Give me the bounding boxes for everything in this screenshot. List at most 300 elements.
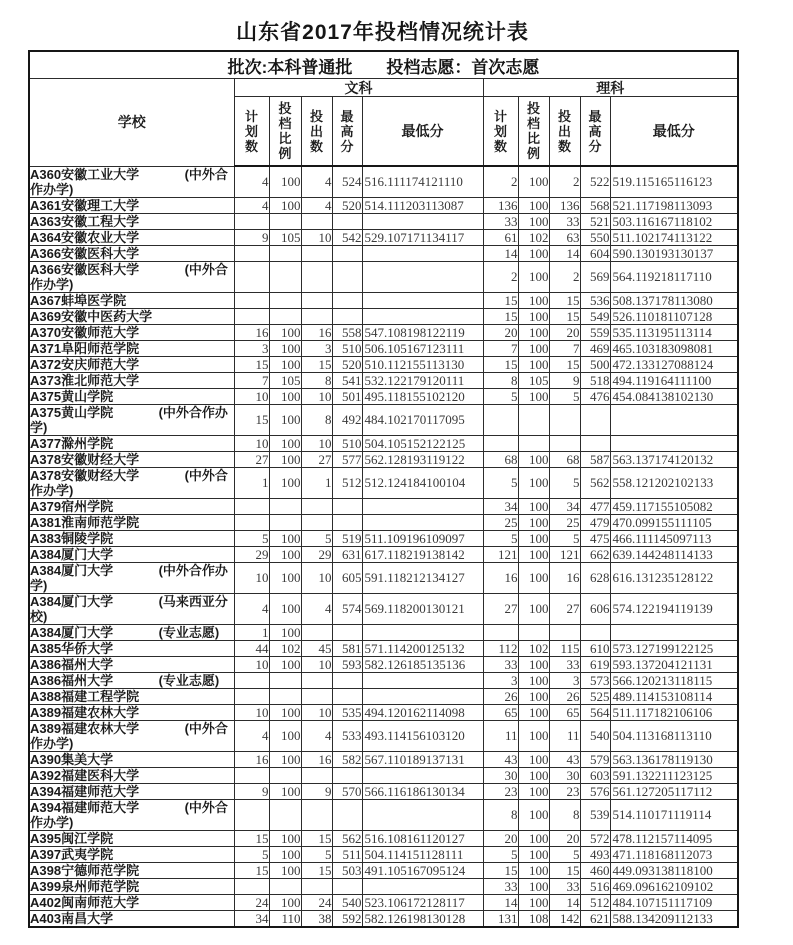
lk-sent-count-cell: 14 — [549, 245, 580, 261]
wk-max-score-cell: 511 — [332, 846, 362, 862]
wk-max-score-cell — [332, 624, 362, 640]
lk-sent-count-cell: 26 — [549, 688, 580, 704]
lk-plan-count-cell: 65 — [483, 704, 518, 720]
wk-plan-count-cell: 10 — [234, 562, 269, 593]
lk-max-score-cell: 569 — [580, 261, 610, 292]
wk-sent-count-cell: 10 — [301, 435, 332, 451]
lk-ratio-cell: 100 — [518, 751, 549, 767]
wk-plan-count-cell: 15 — [234, 356, 269, 372]
table-row — [29, 593, 738, 624]
wk-min-score-cell: 511.109196109097 — [362, 530, 483, 546]
lk-ratio-cell: 100 — [518, 799, 549, 830]
wk-min-score-cell — [362, 213, 483, 229]
school-name: A367蚌埠医学院 — [30, 292, 127, 308]
lk-ratio-header-cell — [518, 97, 549, 167]
lk-ratio-cell: 100 — [518, 672, 549, 688]
lk-plan-count-cell: 43 — [483, 751, 518, 767]
lk-max-score-cell: 579 — [580, 751, 610, 767]
lk-sent-count-cell: 7 — [549, 340, 580, 356]
wk-ratio-cell: 100 — [269, 340, 301, 356]
wk-max-score-cell: 574 — [332, 593, 362, 624]
wk-max-score-cell — [332, 292, 362, 308]
lk-sent-count-cell: 25 — [549, 514, 580, 530]
lk-max-score-cell: 512 — [580, 894, 610, 910]
wk-plan-count-cell — [234, 799, 269, 830]
school-name: A388福建工程学院 — [30, 688, 140, 704]
lk-max-score-cell: 493 — [580, 846, 610, 862]
wk-ratio-cell: 100 — [269, 656, 301, 672]
table-row — [29, 372, 738, 388]
wk-plan-count-cell: 4 — [234, 593, 269, 624]
school-cell — [29, 514, 234, 530]
table-row — [29, 435, 738, 451]
lk-max-score-cell: 475 — [580, 530, 610, 546]
table-row — [29, 624, 738, 640]
wk-min-score-cell: 494.120162114098 — [362, 704, 483, 720]
table-row — [29, 340, 738, 356]
lk-sent-count-cell: 68 — [549, 451, 580, 467]
wk-min-score-cell: 532.122179120111 — [362, 372, 483, 388]
school-note: (中外合作办学) — [30, 261, 228, 292]
lk-min-score-cell: 503.116167118102 — [610, 213, 738, 229]
lk-ratio-cell: 100 — [518, 656, 549, 672]
wk-ratio-cell — [269, 878, 301, 894]
wk-ratio-cell — [269, 245, 301, 261]
school-name: A375黄山学院 — [30, 404, 114, 420]
lk-plan-count-cell — [483, 435, 518, 451]
wk-sent-count-cell: 29 — [301, 546, 332, 562]
school-cell — [29, 624, 234, 640]
lk-ratio-cell: 102 — [518, 640, 549, 656]
school-cell — [29, 388, 234, 404]
lk-plan-count-cell: 15 — [483, 862, 518, 878]
lk-plan-count-cell: 33 — [483, 878, 518, 894]
wk-max-score-cell — [332, 878, 362, 894]
lk-max-score-cell: 518 — [580, 372, 610, 388]
wk-sent-count-cell — [301, 498, 332, 514]
admission-stats-table — [28, 50, 739, 928]
wk-plan-count-cell: 15 — [234, 862, 269, 878]
school-cell — [29, 213, 234, 229]
wk-ratio-cell — [269, 514, 301, 530]
lk-min-score-cell: 558.121202102133 — [610, 467, 738, 498]
wk-plan-header-cell — [234, 97, 269, 167]
lk-plan-count-cell: 16 — [483, 562, 518, 593]
lk-ratio-cell: 100 — [518, 451, 549, 467]
lk-ratio-cell: 100 — [518, 862, 549, 878]
wenke-group-header: 文科 — [234, 79, 483, 97]
school-name: A394福建师范大学 — [30, 783, 140, 799]
lk-sent-count-cell: 65 — [549, 704, 580, 720]
lk-max-score-cell: 628 — [580, 562, 610, 593]
wk-ratio-cell: 100 — [269, 467, 301, 498]
wk-max-score-cell — [332, 245, 362, 261]
lk-plan-count-cell: 8 — [483, 799, 518, 830]
lk-sent-count-cell: 142 — [549, 910, 580, 927]
wk-sent-count-cell: 5 — [301, 530, 332, 546]
lk-min-score-cell: 590.130193130137 — [610, 245, 738, 261]
wk-max-score-cell: 492 — [332, 404, 362, 435]
lk-max-score-cell: 606 — [580, 593, 610, 624]
school-name: A379宿州学院 — [30, 498, 114, 514]
lk-sent-count-cell: 30 — [549, 767, 580, 783]
wk-plan-count-cell: 15 — [234, 830, 269, 846]
school-name: A366安徽医科大学 — [30, 245, 140, 261]
wk-sent-count-cell — [301, 308, 332, 324]
lk-ratio-cell: 100 — [518, 783, 549, 799]
lk-sent-count-cell: 14 — [549, 894, 580, 910]
lk-plan-count-cell: 11 — [483, 720, 518, 751]
wk-max-score-cell — [332, 799, 362, 830]
batch-label: 批次:本科普通批 — [227, 57, 353, 77]
lk-plan-count-cell: 20 — [483, 324, 518, 340]
wk-ratio-cell — [269, 213, 301, 229]
lk-ratio-cell: 100 — [518, 562, 549, 593]
wk-sent-count-cell — [301, 624, 332, 640]
lk-sent-count-cell — [549, 404, 580, 435]
wk-max-score-cell: 605 — [332, 562, 362, 593]
lk-plan-header-cell — [483, 97, 518, 167]
lk-min-score-cell: 471.118168112073 — [610, 846, 738, 862]
wk-ratio-cell: 100 — [269, 356, 301, 372]
lk-max-score-cell: 500 — [580, 356, 610, 372]
lk-max-score-cell: 521 — [580, 213, 610, 229]
group-header-row — [29, 79, 738, 97]
wk-min-score-cell: 491.105167095124 — [362, 862, 483, 878]
wk-plan-count-cell — [234, 308, 269, 324]
school-cell — [29, 593, 234, 624]
wk-ratio-cell: 100 — [269, 593, 301, 624]
school-name: A381淮南师范学院 — [30, 514, 140, 530]
lk-sent-count-cell: 3 — [549, 672, 580, 688]
wk-sent-count-cell: 38 — [301, 910, 332, 927]
lk-max-header: 最高分 — [588, 108, 602, 154]
school-name: A392福建医科大学 — [30, 767, 140, 783]
school-name: A361安徽理工大学 — [30, 197, 140, 213]
lk-min-score-cell: 478.112157114095 — [610, 830, 738, 846]
table-row — [29, 688, 738, 704]
school-name: A384厦门大学 — [30, 624, 114, 640]
like-group-header: 理科 — [483, 79, 738, 97]
wk-plan-count-cell: 1 — [234, 624, 269, 640]
wk-plan-count-cell: 4 — [234, 197, 269, 213]
table-row — [29, 656, 738, 672]
table-row — [29, 767, 738, 783]
wk-min-score-cell: 582.126185135136 — [362, 656, 483, 672]
school-name: A386福州大学 — [30, 656, 114, 672]
wk-plan-header: 计划数 — [244, 108, 258, 154]
lk-max-score-cell: 549 — [580, 308, 610, 324]
school-cell — [29, 688, 234, 704]
wk-sent-count-cell — [301, 245, 332, 261]
lk-max-score-cell: 540 — [580, 720, 610, 751]
wk-ratio-cell: 100 — [269, 324, 301, 340]
school-name: A366安徽医科大学 — [30, 261, 140, 277]
school-name: A389福建农林大学 — [30, 720, 140, 736]
school-name: A377滁州学院 — [30, 435, 114, 451]
wk-ratio-cell: 100 — [269, 435, 301, 451]
school-note: (中外合作办学) — [30, 166, 228, 197]
wk-max-score-cell: 570 — [332, 783, 362, 799]
wk-min-score-cell — [362, 767, 483, 783]
wk-max-score-cell: 512 — [332, 467, 362, 498]
lk-ratio-cell — [518, 435, 549, 451]
lk-min-score-cell: 616.131235128122 — [610, 562, 738, 593]
wk-sent-header-cell — [301, 97, 332, 167]
table-row — [29, 783, 738, 799]
lk-min-score-cell: 508.137178113080 — [610, 292, 738, 308]
lk-sent-count-cell: 15 — [549, 292, 580, 308]
lk-ratio-cell: 100 — [518, 213, 549, 229]
wk-min-score-cell — [362, 672, 483, 688]
batch-info-cell — [29, 51, 738, 79]
wk-min-score-cell — [362, 245, 483, 261]
wk-min-score-cell — [362, 799, 483, 830]
wk-ratio-cell: 100 — [269, 530, 301, 546]
wk-max-score-cell: 535 — [332, 704, 362, 720]
school-cell — [29, 720, 234, 751]
wk-ratio-cell — [269, 308, 301, 324]
wk-ratio-cell: 105 — [269, 229, 301, 245]
lk-min-score-cell: 484.107151117109 — [610, 894, 738, 910]
lk-min-score-cell: 469.096162109102 — [610, 878, 738, 894]
lk-ratio-cell: 100 — [518, 546, 549, 562]
school-name: A369安徽中医药大学 — [30, 308, 153, 324]
lk-ratio-cell: 100 — [518, 514, 549, 530]
lk-sent-count-cell: 34 — [549, 498, 580, 514]
lk-ratio-cell: 100 — [518, 894, 549, 910]
lk-sent-count-cell — [549, 624, 580, 640]
lk-sent-count-cell: 5 — [549, 388, 580, 404]
lk-max-score-cell: 536 — [580, 292, 610, 308]
table-row — [29, 562, 738, 593]
wk-min-score-cell — [362, 878, 483, 894]
wk-min-score-cell: 567.110189137131 — [362, 751, 483, 767]
wk-ratio-cell — [269, 672, 301, 688]
wk-plan-count-cell: 10 — [234, 656, 269, 672]
school-cell — [29, 846, 234, 862]
wk-min-score-cell: 504.105152122125 — [362, 435, 483, 451]
wk-sent-count-cell — [301, 767, 332, 783]
lk-ratio-cell: 100 — [518, 356, 549, 372]
lk-min-score-cell: 588.134209112133 — [610, 910, 738, 927]
wk-max-score-cell: 581 — [332, 640, 362, 656]
school-name: A370安徽师范大学 — [30, 324, 140, 340]
lk-plan-count-cell: 5 — [483, 467, 518, 498]
wk-max-score-cell: 510 — [332, 435, 362, 451]
wk-min-score-cell — [362, 261, 483, 292]
lk-max-score-cell: 568 — [580, 197, 610, 213]
wk-min-score-cell: 512.124184100104 — [362, 467, 483, 498]
wk-ratio-cell — [269, 688, 301, 704]
lk-max-score-cell: 604 — [580, 245, 610, 261]
table-row — [29, 894, 738, 910]
lk-min-score-cell: 521.117198113093 — [610, 197, 738, 213]
wk-sent-count-cell: 27 — [301, 451, 332, 467]
wk-max-score-cell: 503 — [332, 862, 362, 878]
wk-sent-count-cell: 15 — [301, 356, 332, 372]
lk-max-score-cell: 621 — [580, 910, 610, 927]
lk-ratio-cell: 100 — [518, 704, 549, 720]
lk-min-score-cell: 593.137204121131 — [610, 656, 738, 672]
table-row — [29, 720, 738, 751]
wk-min-score-cell: 571.114200125132 — [362, 640, 483, 656]
school-name: A373淮北师范大学 — [30, 372, 140, 388]
lk-ratio-cell: 100 — [518, 292, 549, 308]
school-cell — [29, 261, 234, 292]
school-name: A394福建师范大学 — [30, 799, 140, 815]
wk-min-score-cell: 493.114156103120 — [362, 720, 483, 751]
wk-sent-count-cell — [301, 878, 332, 894]
wk-min-score-cell: 506.105167123111 — [362, 340, 483, 356]
lk-plan-count-cell: 23 — [483, 783, 518, 799]
lk-plan-count-cell: 7 — [483, 340, 518, 356]
lk-plan-count-cell: 5 — [483, 846, 518, 862]
lk-max-score-cell: 476 — [580, 388, 610, 404]
lk-sent-count-cell: 63 — [549, 229, 580, 245]
lk-plan-count-cell: 27 — [483, 593, 518, 624]
lk-sent-count-cell: 5 — [549, 467, 580, 498]
lk-ratio-cell: 100 — [518, 388, 549, 404]
school-cell — [29, 166, 234, 197]
wk-min-score-cell: 547.108198122119 — [362, 324, 483, 340]
lk-min-score-cell: 566.120213118115 — [610, 672, 738, 688]
school-cell — [29, 656, 234, 672]
wk-sent-count-cell: 3 — [301, 340, 332, 356]
wk-plan-count-cell — [234, 213, 269, 229]
batch-row — [29, 51, 738, 79]
wk-max-score-cell — [332, 514, 362, 530]
wk-max-score-cell — [332, 672, 362, 688]
lk-sent-count-cell: 43 — [549, 751, 580, 767]
lk-sent-count-cell: 33 — [549, 656, 580, 672]
wk-ratio-cell: 100 — [269, 751, 301, 767]
wk-max-header-cell — [332, 97, 362, 167]
table-row — [29, 910, 738, 927]
lk-min-score-cell — [610, 624, 738, 640]
school-cell — [29, 640, 234, 656]
school-name: A372安庆师范大学 — [30, 356, 140, 372]
wk-ratio-cell: 100 — [269, 704, 301, 720]
school-cell — [29, 910, 234, 927]
wk-max-header: 最高分 — [340, 108, 354, 154]
school-name: A364安徽农业大学 — [30, 229, 140, 245]
wk-max-score-cell — [332, 498, 362, 514]
lk-sent-count-cell: 23 — [549, 783, 580, 799]
page-title: 山东省2017年投档情况统计表 — [236, 21, 529, 44]
wk-sent-count-cell: 9 — [301, 783, 332, 799]
wk-min-score-cell: 529.107171134117 — [362, 229, 483, 245]
wk-sent-count-cell: 1 — [301, 467, 332, 498]
wk-max-score-cell: 519 — [332, 530, 362, 546]
wish-label: 投档志愿：首次志愿 — [386, 57, 540, 77]
lk-ratio-cell: 100 — [518, 197, 549, 213]
school-cell — [29, 467, 234, 498]
wk-max-score-cell: 558 — [332, 324, 362, 340]
table-row — [29, 388, 738, 404]
school-name: A378安徽财经大学 — [30, 451, 140, 467]
table-row — [29, 229, 738, 245]
school-cell — [29, 562, 234, 593]
wk-max-score-cell — [332, 261, 362, 292]
lk-plan-count-cell: 30 — [483, 767, 518, 783]
lk-max-score-cell: 576 — [580, 783, 610, 799]
school-cell — [29, 894, 234, 910]
table-row — [29, 546, 738, 562]
wk-sent-count-cell — [301, 688, 332, 704]
lk-plan-count-cell: 3 — [483, 672, 518, 688]
wk-max-score-cell — [332, 767, 362, 783]
lk-min-score-cell: 459.117155105082 — [610, 498, 738, 514]
table-row — [29, 530, 738, 546]
table-row — [29, 166, 738, 197]
table-row — [29, 799, 738, 830]
lk-sent-count-cell: 9 — [549, 372, 580, 388]
wk-plan-count-cell: 9 — [234, 783, 269, 799]
lk-min-header: 最低分 — [610, 97, 738, 167]
wk-sent-count-cell: 10 — [301, 229, 332, 245]
table-row — [29, 514, 738, 530]
school-cell — [29, 862, 234, 878]
wk-max-score-cell: 524 — [332, 166, 362, 197]
lk-plan-header: 计划数 — [493, 108, 507, 154]
lk-max-score-cell: 662 — [580, 546, 610, 562]
table-row — [29, 830, 738, 846]
lk-min-score-cell: 574.122194119139 — [610, 593, 738, 624]
wk-sent-count-cell: 16 — [301, 324, 332, 340]
table-row — [29, 672, 738, 688]
school-cell — [29, 830, 234, 846]
school-name: A360安徽工业大学 — [30, 166, 140, 182]
lk-min-score-cell: 591.132211123125 — [610, 767, 738, 783]
school-cell — [29, 878, 234, 894]
table-row — [29, 197, 738, 213]
table-row — [29, 704, 738, 720]
lk-min-score-cell: 564.119218117110 — [610, 261, 738, 292]
lk-max-score-cell: 477 — [580, 498, 610, 514]
school-cell — [29, 324, 234, 340]
wk-max-score-cell: 562 — [332, 830, 362, 846]
school-name: A390集美大学 — [30, 751, 114, 767]
wk-min-score-cell: 569.118200130121 — [362, 593, 483, 624]
lk-plan-count-cell: 26 — [483, 688, 518, 704]
wk-min-score-cell: 516.108161120127 — [362, 830, 483, 846]
lk-plan-count-cell: 8 — [483, 372, 518, 388]
school-name: A386福州大学 — [30, 672, 114, 688]
school-cell — [29, 292, 234, 308]
lk-sent-count-cell: 8 — [549, 799, 580, 830]
lk-sent-count-cell: 33 — [549, 213, 580, 229]
lk-min-score-cell: 561.127205117112 — [610, 783, 738, 799]
school-note: (中外合作办学) — [30, 799, 228, 830]
lk-min-score-cell: 519.115165116123 — [610, 166, 738, 197]
school-note: (马来西亚分校) — [30, 593, 228, 624]
school-cell — [29, 451, 234, 467]
lk-ratio-cell: 100 — [518, 324, 549, 340]
school-cell — [29, 356, 234, 372]
wk-sent-count-cell — [301, 213, 332, 229]
lk-plan-count-cell: 33 — [483, 656, 518, 672]
wk-max-score-cell: 520 — [332, 197, 362, 213]
table-row — [29, 356, 738, 372]
lk-max-score-cell: 469 — [580, 340, 610, 356]
school-cell — [29, 799, 234, 830]
lk-ratio-cell: 100 — [518, 830, 549, 846]
wk-sent-count-cell: 15 — [301, 862, 332, 878]
school-note: (中外合作办学) — [30, 404, 228, 435]
wk-ratio-cell: 110 — [269, 910, 301, 927]
lk-min-score-cell: 514.110171119114 — [610, 799, 738, 830]
